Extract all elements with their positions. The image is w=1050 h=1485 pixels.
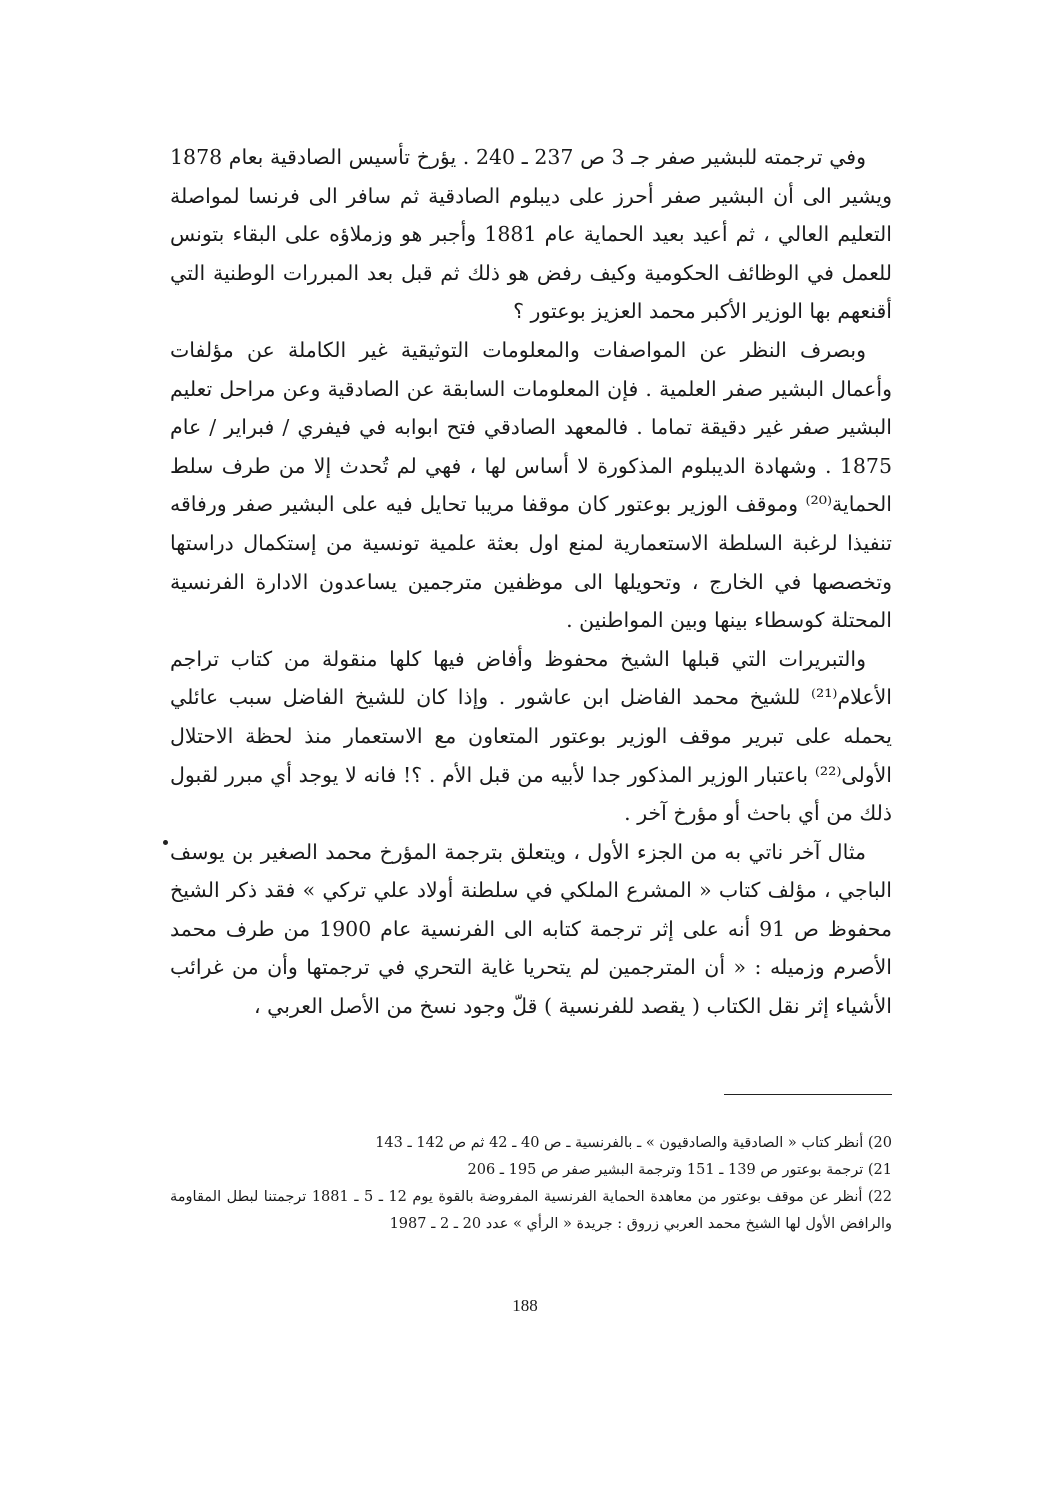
paragraph-1: وفي ترجمته للبشير صفر جـ 3 ص 237 ـ 240 . يؤرخ تأسيس الصادقية بعام 1878 ويشير الى أن البشير صفر أحرز على ديبلوم الصادقية ثم سافر الى فرنسا لمواصلة التعليم العالي ، ثم أعيد بعيد الحماية عام 1881 وأجبر هو وزملاؤه على البقاء بتونس للعمل في الوظائف الحكومية وكيف رفض هو ذلك ثم قبل بعد المبررات الوطنية التي أقنعهم بها الوزير الأكبر محمد العزيز بوعتور ؟ — [170, 145, 892, 324]
footnote-21: 21) ترجمة بوعتور ص 139 ـ 151 وترجمة البشير صفر ص 195 ـ 206 — [467, 1162, 892, 1178]
paragraph-4: مثال آخر ناتي به من الجزء الأول ، ويتعلق بترجمة المؤرخ محمد الصغير بن يوسف الباجي ، مؤلف كتاب « المشرع الملكي في سلطنة أولاد علي تركي » فقد ذكر الشيخ محفوظ ص 91 أنه على إثر ترجمة كتابه الى الفرنسية عام 1900 من طرف محمد الأصرم وزميله : « أن المترجمين لم يتحريا غاية التحري في ترجمتها وأن من غرائب الأشياء إثر نقل الكتاب ( يقصد للفرنسية ) قلّ وجود نسخ من الأصل العربي ، — [170, 839, 892, 1019]
footnote-20: 20) أنظر كتاب « الصادقية والصادقيون » ـ بالفرنسية ـ ص 40 ـ 42 ثم ص 142 ـ 143 — [375, 1135, 892, 1151]
body-text — [170, 138, 892, 1026]
paragraph-2: وبصرف النظر عن المواصفات والمعلومات التوثيقية غير الكاملة عن مؤلفات وأعمال البشير صفر العلمية . فإن المعلومات السابقة عن الصادقية وعن مراحل تعليم البشير صفر غير دقيقة تماما . فالمعهد الصادقي فتح ابوابه في فيفري / فبراير / عام 1875 . وشهادة الديبلوم المذكورة لا أساس لها ، فهي لم تُحدث إلا من طرف سلط الحماية⁽²⁰⁾ وموقف الوزير بوعتور كان موقفا مريبا تحايل فيه على البشير صفر ورفاقه تنفيذا لرغبة السلطة الاستعمارية لمنع اول بعثة علمية تونسية من إستكمال دراستها وتخصصها في الخارج ، وتحويلها الى موظفين مترجمين يساعدون الادارة الفرنسية المحتلة كوسطاء بينها وبين المواطنين . — [170, 337, 892, 633]
stray-mark — [163, 840, 168, 845]
paragraph-3: والتبريرات التي قبلها الشيخ محفوظ وأفاض فيها كلها منقولة من كتاب تراجم الأعلام⁽²¹⁾ للشيخ محمد الفاضل ابن عاشور . وإذا كان للشيخ الفاضل سبب عائلي يحمله على تبرير موقف الوزير بوعتور المتعاون مع الاستعمار منذ لحظة الاحتلال الأولى⁽²²⁾ باعتبار الوزير المذكور جدا لأبيه من قبل الأم . ؟! فانه لا يوجد أي مبرر لقبول ذلك من أي باحث أو مؤرخ آخر . — [170, 646, 892, 826]
footnotes — [170, 1130, 892, 1238]
footnote-separator — [724, 1094, 892, 1095]
page-number: 188 — [512, 1296, 538, 1315]
footnote-22: 22) أنظر عن موقف بوعتور من معاهدة الحماية الفرنسية المفروضة بالقوة يوم 12 ـ 5 ـ 1881 ترجمتنا لبطل المقاومة والرافض الأول لها الشيخ محمد العربي زروق : جريدة « الرأي » عدد 20 ـ 2 ـ 1987 — [170, 1189, 892, 1232]
